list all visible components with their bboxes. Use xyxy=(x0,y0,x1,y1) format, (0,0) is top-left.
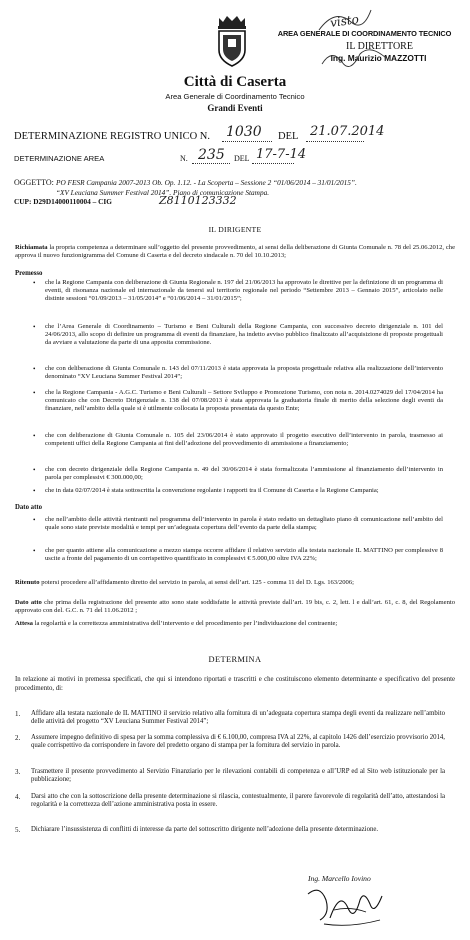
subject-line1: PO FESR Campania 2007-2013 Ob. Op. 1.12. - La Scoperta – Sessione 2 “01/06/2014 – 31/01/2015”. xyxy=(56,178,357,187)
bullet-icon: • xyxy=(33,466,36,474)
list-item: • che la Regione Campania con deliberazione di Giunta Regionale n. 197 del 21/06/2013 ha approvato le direttive per la definizione di un programma di eventi, di risonanza nazionale ed internazionale da tenersi sul territorio regionale nel periodo “Settembre 2013 – Gennaio 2015”, articolato nelle distinte sessioni “01/09/2013 – 31/05/2014” e “01/06/2014 – 31/01/2015”; xyxy=(33,279,443,303)
registry-date: 21.07.2014 xyxy=(310,124,385,139)
list-item: 2. Assumere impegno definitivo di spesa per la somma complessiva di € 6.100,00, compresa IVA al 22%, al capitolo 1426 dell’esercizio provvisorio 2014, quale corrispettivo da corrispondere in favore del predetto organo di stampa per la fornitura del servizio in parola. xyxy=(15,734,445,750)
dato-atto-label: Dato atto xyxy=(15,504,42,511)
handwritten-signature xyxy=(300,880,390,930)
list-item: • che in data 02/07/2014 è stata sottoscritta la convenzione regolante i rapporti tra il Comune di Caserta e la Regione Campania; xyxy=(33,487,379,495)
area-date-underline xyxy=(252,163,294,164)
stamp-name: Ing. Maurizio MAZZOTTI xyxy=(330,53,427,63)
richiamata-label: Richiamata xyxy=(15,244,48,251)
bullet-icon: • xyxy=(33,432,36,440)
determina-heading: DETERMINA xyxy=(208,655,262,664)
dato-atto-2-text: che prima della registrazione del presente atto sono state soddisfatte le attività previste dall’art. 19 bis, c. 2, lett. l e dall’art. 61, c. 8, del Regolamento approvato con del. G.C. n. 71 del 11.06.2012 ; xyxy=(15,599,455,615)
list-item: • che per quanto attiene alla comunicazione a mezzo stampa occorre affidare il relativo servizio alla testata nazionale IL MATTINO per complessive 8 uscite a fronte del pagamento di un corrispettivo quantificato in complessivi € 5.000,00 oltre IVA 22%; xyxy=(33,547,443,563)
bullet-icon: • xyxy=(33,487,36,495)
bullet-icon: • xyxy=(33,323,36,331)
attesa-label: Attesa xyxy=(15,620,33,627)
registry-date-underline xyxy=(306,141,364,142)
registry-number-underline xyxy=(222,141,272,142)
office-subtitle: Grandi Eventi xyxy=(207,103,263,113)
registry-number: 1030 xyxy=(226,124,262,140)
bullet-icon: • xyxy=(33,516,36,524)
bullet-icon: • xyxy=(33,389,36,397)
area-number-underline xyxy=(192,163,230,164)
list-item: • che con deliberazione di Giunta Comunale n. 105 del 23/06/2014 è stato approvato il progetto esecutivo dell’intervento in parola, trasmesso ai competenti uffici della Regione Campania ai fini dell’adozione del provvedimento di ammissione a finanziamento; xyxy=(33,432,443,448)
premesso-label: Premesso xyxy=(15,270,43,277)
area-subtitle: Area Generale di Coordinamento Tecnico xyxy=(165,92,305,101)
city-crest xyxy=(214,14,250,68)
ritenuto-paragraph xyxy=(15,579,455,587)
list-item: 1. Affidare alla testata nazionale de IL MATTINO il servizio relativo alla fornitura di un’adeguata copertura stampa degli eventi da realizzare nell’ambito delle attività del progetto “XV Leuciana Summer Festival 2014”; xyxy=(15,710,445,726)
area-del-label: DEL xyxy=(234,154,250,163)
subject-label: OGGETTO: xyxy=(14,178,54,187)
il-dirigente-heading: IL DIRIGENTE xyxy=(208,225,262,234)
area-n-label: N. xyxy=(180,154,188,163)
area-date: 17-7-14 xyxy=(256,147,307,162)
area-label: DETERMINAZIONE AREA xyxy=(14,154,105,163)
list-item: • che la Regione Campania - A.G.C. Turismo e Beni Culturali – Settore Sviluppo e Promozione Turismo, con nota n. 2014.0274029 del 17/04/2014 ha comunicato che con Decreto Dirigenziale n. 138 del 07/08/2013 è stata approvata la graduatoria finale di merito della selezione degli eventi da finanziare, nell’ambito della quale si è utilmente collocata la proposta presentata da questo Ente; xyxy=(33,389,443,413)
stamp-area: AREA GENERALE DI COORDINAMENTO TECNICO xyxy=(277,29,452,38)
attesa-text: la regolarità e la correttezza amministrativa dell’intervento e del procedimento per l’individuazione del contraente; xyxy=(34,620,338,627)
bullet-icon: • xyxy=(33,547,36,555)
bullet-icon: • xyxy=(33,365,36,373)
ritenuto-text: potersi procedere all’affidamento diretto del servizio in parola, ai sensi dell’art. 125 - comma 11 del D. Lgs. 163/2006; xyxy=(41,579,354,586)
dato-atto-2-paragraph xyxy=(15,599,455,615)
signer-name: Ing. Marcello Iovino xyxy=(308,874,371,883)
stamp-role: IL DIRETTORE xyxy=(346,41,413,52)
ritenuto-label: Ritenuto xyxy=(15,579,40,586)
registry-label: DETERMINAZIONE REGISTRO UNICO N. xyxy=(14,131,210,142)
list-item: 3. Trasmettere il presente provvedimento al Servizio Finanziario per le rilevazioni contabili di competenza e all’URP ed al Sito web istituzionale per la pubblicazione; xyxy=(15,768,445,784)
subject-cup: CUP: D29D14000110004 – CIG xyxy=(14,197,112,206)
subject-line2: “XV Leuciana Summer Festival 2014”. Piano di comunicazione Stampa. xyxy=(56,188,270,197)
attesa-paragraph xyxy=(15,620,455,628)
determina-intro: In relazione ai motivi in premessa specificati, che qui si intendono riportati e trascritti e che costituiscono elemento determinante e specificativo del presente procedimento, di: xyxy=(15,676,455,692)
subject-block xyxy=(14,178,464,207)
area-number: 235 xyxy=(198,147,225,163)
list-item: • che l’Area Generale di Coordinamento – Turismo e Beni Culturali della Regione Campania, con successivo decreto dirigenziale n. 101 del 24/06/2013, allo scopo di definire un programma di eventi da finanziare, ha indetto avviso pubblico finalizzato all’acquisizione di proposte progettuali da avviare a valutazione da parte di una apposita commissione. xyxy=(33,323,443,347)
city-title: Città di Caserta xyxy=(183,74,287,90)
dato-atto-2-label: Dato atto xyxy=(15,599,42,606)
list-item: 4. Darsi atto che con la sottoscrizione della presente determinazione si rilascia, contestualmente, il parere favorevole di regolarità dell’atto, attestandosi la regolarità e la correttezza dell’azione amministrativa posta in essere. xyxy=(15,793,445,809)
bullet-icon: • xyxy=(33,279,36,287)
richiamata-text: la propria competenza a determinare sull’oggetto del presente provvedimento, ai sensi della deliberazione di Giunta Comunale n. 78 del 25.06.2012, che approva il nuovo funzionigramma del Comune di Caserta e del decreto sindacale n. 70 del 10.10.2013; xyxy=(15,244,455,260)
list-item: • che con deliberazione di Giunta Comunale n. 143 del 07/11/2013 è stata approvata la proposta progettuale relativa alla realizzazione dell’intervento denominato “XV Leuciana Summer Festival 2014”; xyxy=(33,365,443,381)
registry-del-label: DEL xyxy=(278,131,299,142)
visto-handwriting: visto xyxy=(329,12,360,30)
richiamata-paragraph xyxy=(15,244,455,260)
list-item: • che nell’ambito delle attività rientranti nel programma dell’intervento in parola è stato redatto un dettagliato piano di comunicazione nell’ambito del quale sono state previste modalità e tempi per un’adeguata copertura dell’evento da parte della stampa; xyxy=(33,516,443,532)
list-item: 5. Dichiarare l’insussistenza di conflitti di interesse da parte del sottoscritto dirigente nell’adozione della presente determinazione. xyxy=(15,826,379,834)
subject-cig: Z8110123332 xyxy=(159,194,237,207)
list-item: • che con decreto dirigenziale della Regione Campania n. 49 del 30/06/2014 è stata formalizzata l’ammissione al finanziamento dell’intervento in parola per complessivi € 300.000,00; xyxy=(33,466,443,482)
signature-scribble-top xyxy=(320,44,390,74)
